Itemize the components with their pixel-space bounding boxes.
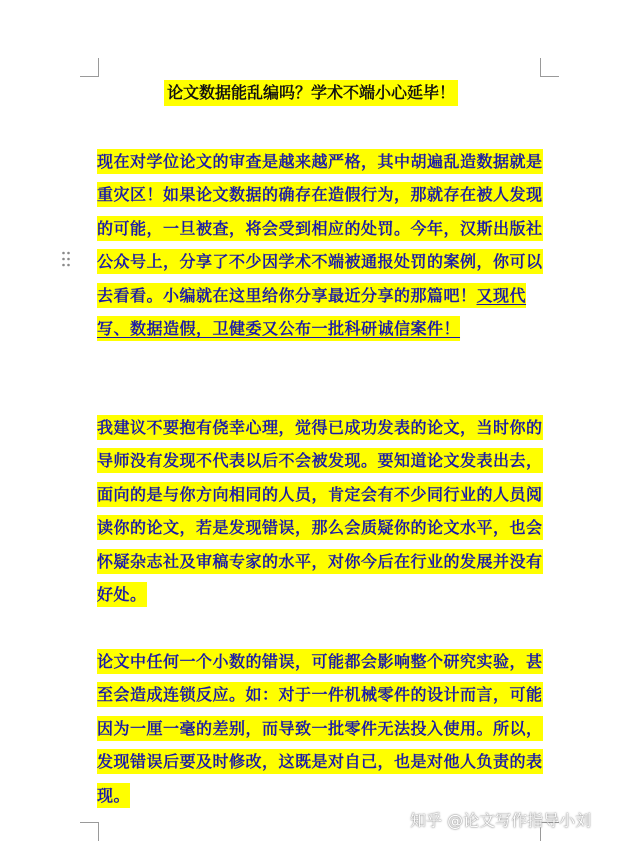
paragraph-2 xyxy=(97,411,549,611)
paragraph-3 xyxy=(97,645,549,812)
paragraph-drag-handle-icon[interactable] xyxy=(61,250,71,268)
margin-corner-bottom-left xyxy=(80,822,99,841)
paragraph-2-text: 我建议不要抱有侥幸心理，觉得已成功发表的论文，当时你的导师没有发现不代表以后不会被发现。要知道论文发表出去，面向的是与你方向相同的人员，肯定会有不少同行业的人员阅读你的论文，若是发现错误，那么会质疑你的论文水平，也会怀疑杂志社及审稿专家的水平，对你今后在行业的发展并没有好处。 xyxy=(97,415,543,607)
watermark: 知乎 @论文写作指导小刘 xyxy=(410,811,592,830)
margin-corner-top-right xyxy=(540,58,559,77)
paragraph-1-text: 现在对学位论文的审查是越来越严格，其中胡遍乱造数据就是重灾区！如果论文数据的确存在造假行为，那就存在被人发现的可能，一旦被查，将会受到相应的处罚。今年，汉斯出版社公众号上，分享了不少因学术不端被通报处罚的案例，你可以去看看。小编就在这里给你分享最近分享的那篇吧！ xyxy=(97,149,543,308)
paragraph-3-text: 论文中任何一个小数的错误，可能都会影响整个研究实验，甚至会造成连锁反应。如：对于一件机械零件的设计而言，可能因为一厘一毫的差别，而导致一批零件无法投入使用。所以，发现错误后要及时修改，这既是对自己，也是对他人负责的表现。 xyxy=(97,649,543,808)
document-title: 论文数据能乱编吗？学术不端小心延毕！ xyxy=(164,80,458,106)
margin-corner-top-left xyxy=(80,58,99,77)
paragraph-1-link[interactable]: 又现代写、数据造假，卫健委又公布一批科研诚信案件！ xyxy=(97,283,526,341)
paragraph-1 xyxy=(97,145,549,345)
